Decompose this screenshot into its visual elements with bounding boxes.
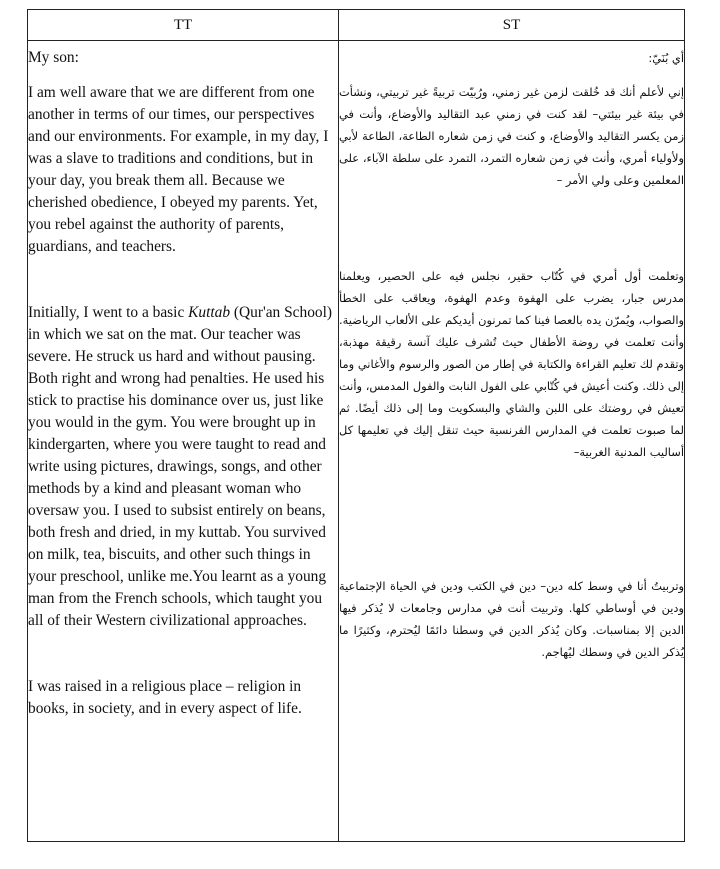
tt-kuttab-term: Kuttab xyxy=(188,304,231,321)
header-row xyxy=(28,10,685,41)
tt-paragraph-1: I am well aware that we are different from one another in terms of our times, our perspectives and our environments. For example, in my day, I was a slave to traditions and conditions, but in your day, you break them all. Because we cherished obedience, I obeyed my parents. Yet, you rebel against the authority of parents, guardians, and teachers. xyxy=(28,84,329,255)
content-row xyxy=(28,41,685,842)
tt-cell xyxy=(28,41,339,842)
header-st: ST xyxy=(339,10,685,41)
translation-table xyxy=(27,9,685,842)
tt-salutation: My son: xyxy=(28,49,79,66)
header-tt: TT xyxy=(28,10,339,41)
tt-paragraph-2-start: Initially, I went to a basic xyxy=(28,304,189,321)
st-cell xyxy=(339,41,685,842)
st-paragraph-1: إني لأعلم أنك قد خُلقت لزمن غير زمني، ورُبيّت تربيةً غير تربيتي، ونشأت في بيئة غير بيئتي– لقد كنت في زمني عبد التقاليد والأوضاع، وأنت في زمن يكسر التقاليد والأوضاع، و كنت في زمن شعاره الطاعة، الطاعة لأبي ولأولياء أمري، وأنت في زمن شعاره التمرد، التمرد على سلطة الآباء، على المعلمين وعلى ولي الأمر – xyxy=(339,85,684,187)
st-paragraph-2: وتعلمت أول أمري في كُتّاب حقير، نجلس فيه على الحصير، ويعلمنا مدرس جبار، يضرب على الهفوة وعدم الهفوة، ويعاقب على الخطأ والصواب، ويُمرّن يده بالعصا فينا كما تمرنون أيديكم على الألعاب الرياضية. وأنت تعلمت في روضة الأطفال حيث تُشرف عليك آنسة رقيقة مهذبة، وتقدم لك تعليم القراءة والكتابة في إطار من الصور والرسوم والأغاني وما إلى ذلك. وكنت أعيش في كُتّابي على الفول النابت والفول المدمس، وأنت تعيش في روضتك على اللبن والشاي والبسكويت وما إلى ذلك أيضًا. ثم لما صبوت تعلمت في المدارس الفرنسية حيث تنقل إليك في تعليمها كل أساليب المدنية الغربية– xyxy=(338,269,684,459)
tt-paragraph-3: I was raised in a religious place – religion in books, in society, and in every aspect of life. xyxy=(28,678,302,717)
tt-paragraph-2-rest: (Qur'an School) in which we sat on the mat. Our teacher was severe. He struck us hard and without pausing. Both right and wrong had penalties. He used his stick to practise his dominance over us, just like you would in the gym. You were brought up in kindergarten, where you were taught to read and write using pictures, drawings, songs, and other methods by a kind and pleasant woman who oversaw you. I used to subsist entirely on beans, both fresh and dried, in my kuttab. You survived on milk, tea, biscuits, and other such things in your preschool, unlike me.You learnt as a young man from the French schools, which taught you all of their Western civilizational approaches. xyxy=(28,304,332,629)
st-salutation: أي بُنَيّ: xyxy=(648,51,684,65)
tt-paragraph-2 xyxy=(28,302,338,632)
st-paragraph-3: وتربيتُ أنا في وسط كله دين– دين في الكتب ودين في الحياة الإجتماعية ودين في أوساطي كلها. وتربيت أنت في مدارس وجامعات لا يُذكر فيها الدين إلا بمناسبات. وكان يُذكر الدين في وسطنا دائمًا ليُحترم، وكثيرًا ما يُذكر الدين في وسطك ليُهاجم. xyxy=(339,579,684,659)
